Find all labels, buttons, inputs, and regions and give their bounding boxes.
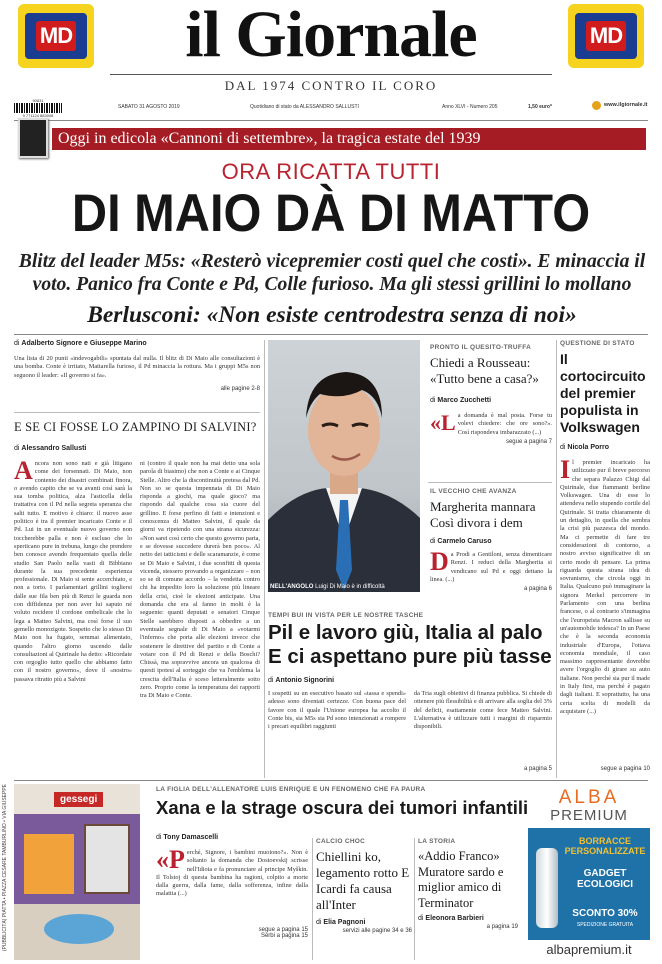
side-ad-text [2, 784, 12, 960]
gessegi-logo: gessegi [54, 792, 103, 807]
photo-caption: NELL'ANGOLO Luigi Di Maio è in difficoltà [270, 584, 385, 590]
divider [428, 482, 552, 483]
rousseau-byline: di Marco Zucchetti [430, 397, 492, 404]
portrait-illustration [268, 340, 420, 592]
ad-shelf [84, 824, 130, 894]
xana-header [156, 786, 529, 819]
dem-article [430, 488, 552, 592]
economy-article [268, 612, 552, 684]
franco-byline: di Eleonora Barbieri [418, 915, 484, 922]
chiellini-headline[interactable]: Chiellini ko, legamento rotto E Icardi fa causa all'Inter [316, 849, 410, 912]
chiellini-byline: di Elia Pagnoni [316, 919, 366, 926]
alba-line-1: BORRACCE PERSONALIZZATE [564, 836, 646, 856]
alba-url[interactable]: albapremium.it [546, 942, 632, 957]
dropcap: D [430, 547, 449, 576]
dem-headline[interactable]: Margherita mannara Così divora i dem [430, 499, 536, 530]
divider [312, 838, 313, 960]
volkswagen-page-ref[interactable]: segue a pagina 10 [600, 766, 650, 772]
volkswagen-body: Il premier incaricato ha utilizzato pur il breve percorso che separa Palazzo Chigi dal Quirinale, due fiammanti berline Volkswagen. Una di esse lo attendeva nello stupendo cortile del Quirinale. Si tratta chiaramente di un dettaglio, in quella che sembra la crisi più pazzesca del mondo. Ma ci permette di fare tre considerazioni di contorno, a nostro avviso significative di un certo modo di pensare. La prima riguarda questa strana idea di sovranismo, che circola oggi in Italia. Qualcuno può immaginare la signora Merkel percorrere in Parlamento con una berlina francese, o al contrario s'immagina che l'europeista Macron sallisse su un'automobile tedesca? In un Paese che è la seconda economia industriale d'Europa, l'ottava economia mondiale, il caso massimo rappresentante dovrebbe avere l'orgoglio di girare su auto italiane. Non perché sia pur il made in Italy first, ma perché è pagato dagli italiani. E soprattutto, ha una certa scelta di modelli da acquistare (...) [560, 459, 650, 715]
banner-book-icon [18, 118, 48, 158]
masthead-price: 1,50 euro* [528, 104, 552, 110]
volkswagen-article [560, 340, 650, 779]
economy-col-2: da Tria sugli obiettivi di finanza pubblica. Si chiede di ottenere più flessibilità e di arrivare alla soglia del 3% del deficit, esattamente come fece Matteo Salvini. L'alternativa è utilizzare tutti i margini di risparmio disponibili. [414, 690, 552, 731]
rousseau-page-ref[interactable]: segue a pagina 7 [505, 438, 552, 445]
economy-headline-1[interactable]: Pil e lavoro giù, Italia al palo [268, 621, 543, 644]
divider [14, 412, 260, 413]
lead-photo[interactable] [268, 340, 420, 592]
lead-article [14, 340, 260, 392]
ad-shelf [24, 834, 74, 894]
volkswagen-headline[interactable]: Il cortocircuito del premier populista in Volkswagen [560, 351, 646, 435]
franco-headline[interactable]: «Addio Franco» Muratore sardo e miglior amico di Terminator [418, 849, 504, 910]
lead-headline[interactable]: DI MAIO DÀ DI MATTO [71, 184, 591, 243]
franco-page-ref[interactable]: a pagina 19 [486, 924, 518, 930]
chiellini-article [316, 838, 412, 934]
franco-article [418, 838, 518, 930]
side-ad-label: (PUBBLICITÀ) PIATTA • PIAZZA CESARE TAMBURLINO • VIA GIUSEPPE [2, 784, 8, 952]
divider [14, 120, 648, 121]
alba-line-3: SCONTO 30% [572, 908, 638, 919]
dropcap: «P [156, 849, 185, 874]
barcode [14, 98, 62, 118]
chiellini-kicker: CALCIO CHOC [316, 838, 366, 845]
volkswagen-kicker: QUESTIONE DI STATO [560, 340, 635, 347]
alba-logo-top: ALBA [558, 787, 620, 808]
alba-ad-panel [528, 828, 650, 940]
editorial-col-1: Ancora non sono nati e già litigano come dei forsennati. Di Maio, non contento dei disastri combinati finora, o avendo capito che se va avanti così sarà la sua tomba politica, alza l'asticella della trattativa con il Pd nella segreta speranza che salti tutto. E motivo è chiaro: il nuovo asse politico è tra il premier incaricato Conte e il Pd. Lui in un eventuale nuovo governo non toccherebbe palla e non è escluso che lo sperticano pure in trebuna, lungo che prendere ben conosce avendo frequentato quella delle studio San Paolo nella vasti di Bibbiano durante la sua precedente esperienza professionale. Di Maio si sente accerchiato, e non a torto. I parlamentari grillini togliersi dalle sue fila ben più di Renzi le guarda non con diffidenza per non aver lui saputo né voluto recidere il cordone ombelicale che lo lega a Matteo Salvini, ma così forse il suo gemello monozigote. Sospetto che lo stesso Di Maio non ha fugato, semmai alimentato, quando l'altro giorno uscendo dalle consultazioni al Quirinale ha detto: «Ricordate con orgoglio tutto quello che abbiamo fatto con il nostro governo», dove il «nostro» passava ritratto più a Salvini [14, 460, 132, 683]
dem-kicker: IL VECCHIO CHE AVANZA [430, 488, 517, 495]
xana-kicker: LA FIGLIA DELL'ALLENATORE LUIS ENRIQUE E UN FENOMENO CHE FA PAURA [156, 786, 426, 793]
barcode-top: 90831 [32, 98, 44, 103]
alba-line-2: GADGET ECOLOGICI [576, 868, 634, 890]
editorial-headline[interactable]: E SE CI FOSSE LO ZAMPINO DI SALVINI? [14, 420, 257, 434]
xana-body: «Perché, Signore, i bambini muoiono?». Non è soltanto la domanda che Dostoevskij scrisse nell'Idiota e fa pronunciare al principe Myškin. Il Tolstoj di questa bambina ha ragioni, colpito a morte dalla guerra, dalla fame, dalla sofferenza, infine dalla malattia (...) [156, 849, 308, 898]
alba-line-4: SPEDIZIONE GRATUITA [576, 922, 634, 928]
masthead-title: il Giornale [185, 0, 477, 71]
barcode-bars [14, 103, 62, 113]
lead-kicker: ORA RICATTA TUTTI [221, 159, 441, 184]
website-icon [592, 101, 601, 110]
alba-premium-ad[interactable] [528, 784, 650, 960]
franco-kicker: LA STORIA [418, 838, 456, 845]
ad-rug [44, 914, 114, 944]
xana-article [156, 834, 308, 939]
masthead-tagline: DAL 1974 CONTRO IL CORO [224, 78, 438, 93]
masthead-issue: Anno XLVI - Numero 205 [442, 104, 498, 110]
dem-byline: di Carmelo Caruso [430, 538, 492, 545]
banner-text: Oggi in edicola «Cannoni di settembre», la tragica estate del 1939 [58, 130, 481, 147]
divider [110, 74, 552, 75]
md-logo-left[interactable] [18, 4, 94, 68]
divider [14, 334, 648, 335]
xana-headline[interactable]: Xana e la strage oscura dei tumori infantili [156, 797, 529, 818]
editorial-byline: di Alessandro Sallusti [14, 445, 87, 452]
lead-subhead: Blitz del leader M5s: «Resterò vicepremier costi quel che costi». E minaccia il voto. Panico fra Conte e Pd, Colle furioso. Ma gli stessi grillini lo mollano [18, 251, 646, 295]
masthead-founder: Quotidiano di stato da ALESSANDRO SALLUSTI [250, 104, 359, 110]
md-logo-text: MD [25, 13, 87, 59]
economy-byline: di Antonio Signorini [268, 677, 335, 684]
bottle-icon [536, 848, 558, 928]
xana-byline: di Tony Damascelli [156, 834, 219, 841]
chiellini-page-ref[interactable]: servizi alle pagine 34 e 36 [342, 928, 412, 934]
lead-body: Una lista di 20 punti «indevogabili» spuntata dal nulla. Il blitz di Di Maio alle consultazioni è una bomba. Conte è irritato, Mattarella furioso, il Pd minaccia la rottura. Ma i gruppi M5s non seguono il leader: «Il governo si fa». [14, 355, 260, 379]
lead-second-headline[interactable]: Berlusconi: «Non esiste centrodestra senza di noi» [87, 302, 577, 328]
divider [264, 340, 265, 778]
alba-logo-bottom: PREMIUM [550, 807, 628, 824]
divider [414, 838, 415, 960]
dropcap: «L [430, 410, 456, 435]
lead-byline: di Adalberto Signore e Giuseppe Marino [14, 340, 147, 347]
economy-kicker: TEMPI BUI IN VISTA PER LE NOSTRE TASCHE [268, 612, 424, 619]
editorial-col-2: ni (contro il quale non ha mai detto una sola parola di biasimo) che non a Conte e ai Cinque Stelle. Altro che la discontinuità pretesa dal Pd. Non so se questa impennata di Di Maio risponda a giochi, ma quale gioco? ma rispondo dal qualche cosa sia cuore del grillino. E forse perfino di fatti e intenzioni e conoscenza di Matteo Salvini, il quale da giorni va ripetendo con una strana sicurezza: «Non sarei così certo che questo governo parta, e se dovesse succedere durerà ben poco». Al netto dei tatticismi e delle scaramanzie, è come se Di Maio e Salvini, i due sconfitti di questa vicenda, stessero provando a organizzare – non so se di comune accordo – la vendetta contro chi ha impedito loro la soluzione più lineare della crisi, cioè le elezioni anticipate. Una domanda che era al fanno in molti è la seguente: quanti deputati e senatori Cinque Stelle sarebbero disposti a obbedire a un eventuale segnale di Di Maio a «votarmi l'inferno» che porta alle elezioni invece che sostenere le direttive del partito e di Conte a votare con il Pd di Renzi e della Boschi? Chissà, ma sopravvive ancora un qualcosa di questi ipotesi al sorteggio che va l'emblema la crescita dell'Italia è sceso letteralmente sotto zero. Proprio come la temperatura dei rapporti tra Di Maio e Conte. [140, 460, 260, 700]
rousseau-kicker: PRONTO IL QUESITO-TRUFFA [430, 344, 532, 351]
economy-page-ref[interactable]: a pagina 5 [523, 766, 552, 772]
masthead-date: SABATO 31 AGOSTO 2019 [118, 104, 180, 110]
edition-banner[interactable] [52, 128, 646, 150]
dem-body: Da Prodi a Gentiloni, senza dimenticare Renzi. I reduci della Margherita si vendicano sul Pd e oggi dettano la linea. (...) [430, 547, 552, 583]
dem-page-ref[interactable]: a pagina 6 [523, 586, 552, 593]
divider [14, 780, 648, 781]
divider [556, 340, 557, 778]
dropcap: I [560, 459, 571, 484]
rousseau-article [430, 344, 552, 445]
md-logo-right[interactable] [568, 4, 644, 68]
barcode-number: 9 771124 883008 [22, 113, 54, 118]
rousseau-body: «La domanda è mal posta. Forse tu volevi chiedere: che ore sono?». Così rispondeva imbarazzato (...) [430, 410, 552, 436]
xana-page-ref-1[interactable]: segue a pagina 15 [258, 927, 308, 933]
economy-col-1: I sospetti su un esecutivo basato sul «tassa e spendi» adesso sono diventati certezze. Con buona pace del favore con il quale l'Unione europea ha accolto il Conte bis, sia M5s sia Pd sono intenzionati a rompere i precari equilibri raggiunti [268, 690, 406, 731]
dropcap: A [14, 460, 33, 485]
masthead-website[interactable]: www.ilgiornale.it [604, 102, 648, 108]
volkswagen-byline: di Nicola Porro [560, 444, 610, 451]
economy-headline-2[interactable]: E ci aspettano pure più tasse [268, 645, 552, 668]
xana-page-ref-2[interactable]: Serbi a pagina 15 [260, 933, 308, 939]
lead-page-ref[interactable]: alle pagine 2-8 [220, 385, 260, 392]
gessegi-ad[interactable] [14, 784, 140, 960]
rousseau-headline[interactable]: Chiedi a Rousseau: «Tutto bene a casa?» [430, 355, 539, 386]
md-logo-text: MD [575, 13, 637, 59]
